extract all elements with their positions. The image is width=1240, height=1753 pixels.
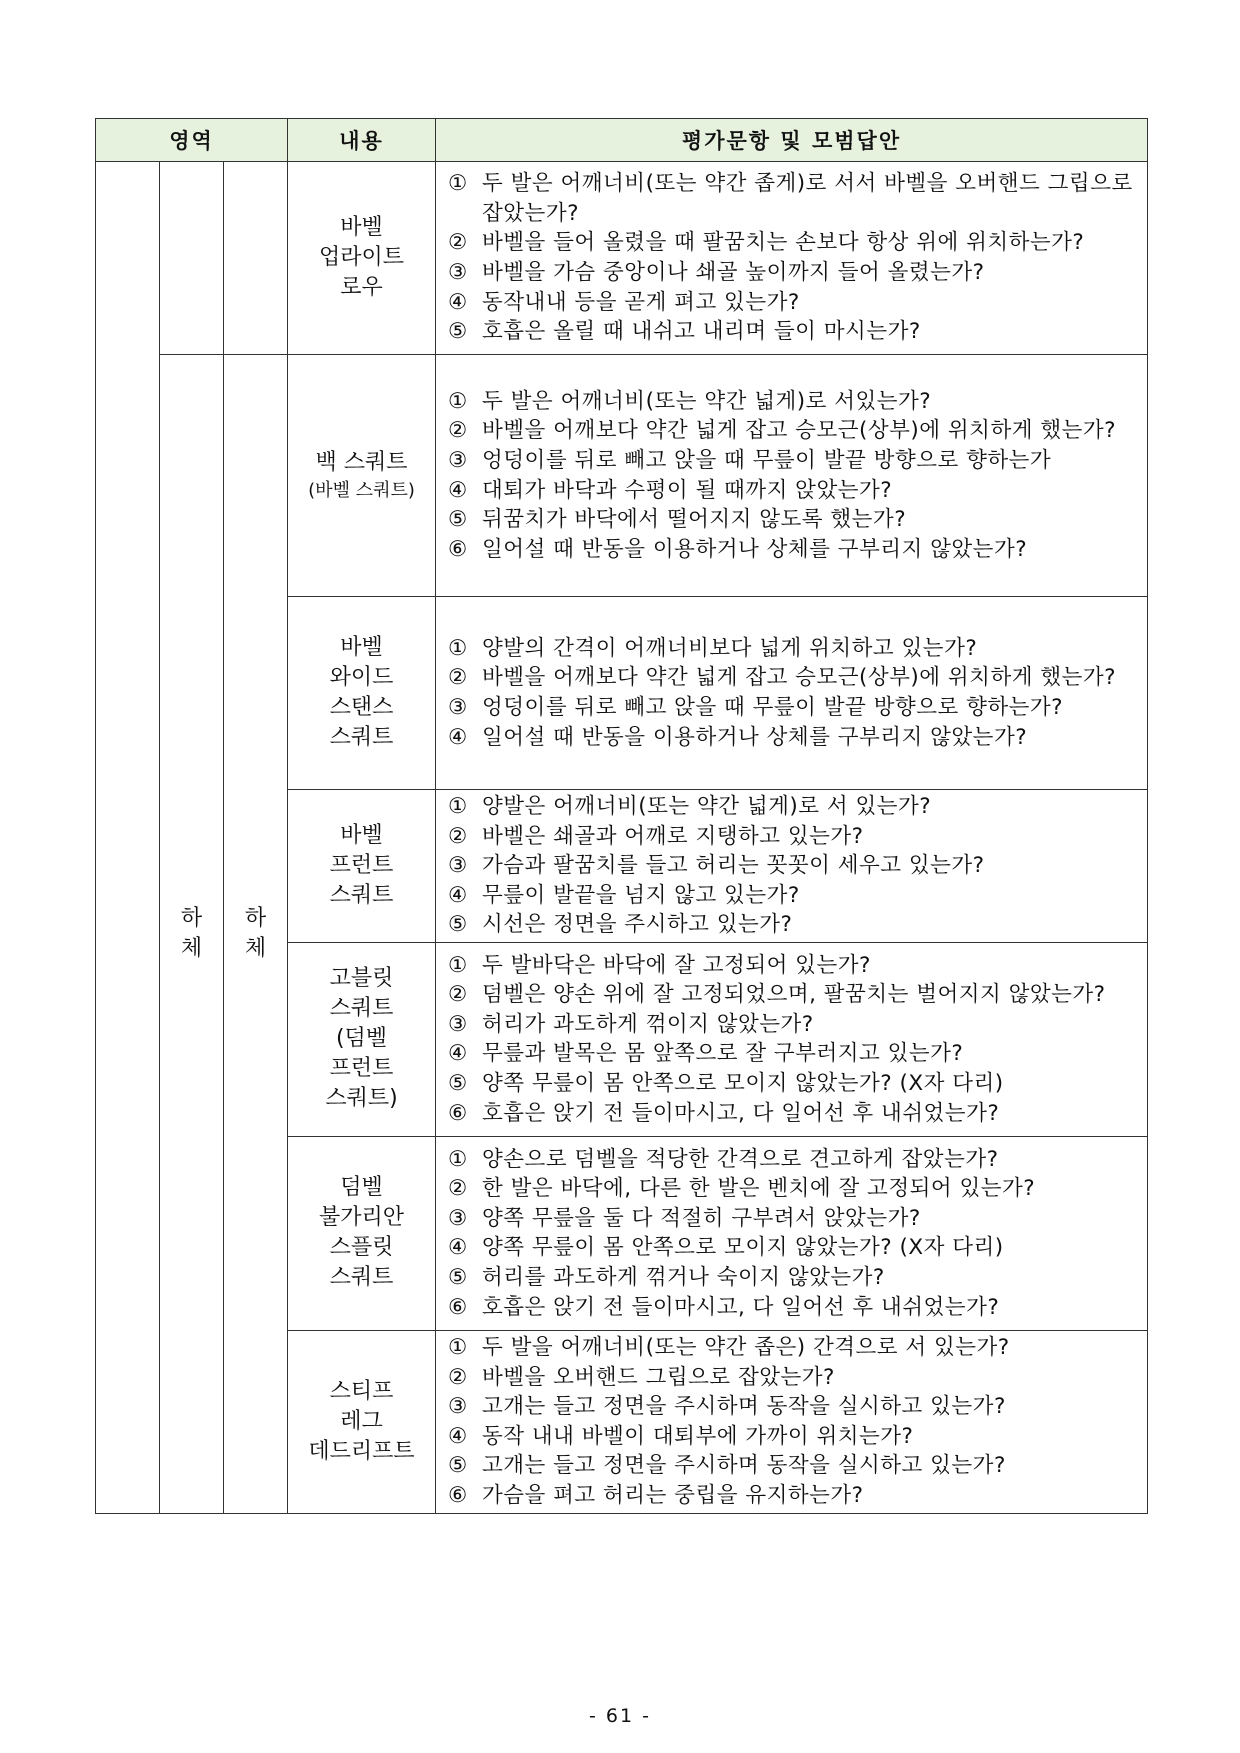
item-text: 일어설 때 반동을 이용하거나 상체를 구부리지 않았는가?	[482, 536, 1028, 562]
evaluation-items-cell	[436, 355, 1148, 597]
evaluation-item	[448, 317, 1137, 347]
item-number: ⑤	[448, 912, 468, 938]
item-number: ④	[448, 1041, 468, 1067]
exercise-name: 덤벨 불가리안 스플릿 스쿼트	[319, 1175, 405, 1291]
evaluation-item	[448, 634, 1137, 664]
item-text: 일어설 때 반동을 이용하거나 상체를 구부리지 않았는가?	[482, 724, 1028, 750]
evaluation-item	[448, 851, 1137, 881]
item-text: 고개는 들고 정면을 주시하며 동작을 실시하고 있는가?	[482, 1453, 1006, 1479]
item-number: ⑥	[448, 536, 468, 562]
item-number: ⑥	[448, 1482, 468, 1508]
item-text: 허리를 과도하게 꺾거나 숙이지 않았는가?	[482, 1265, 885, 1291]
item-number: ③	[448, 447, 468, 473]
evaluation-item	[448, 1204, 1137, 1234]
item-text: 허리가 과도하게 꺾이지 않았는가?	[482, 1011, 814, 1037]
item-number: ④	[448, 1235, 468, 1261]
evaluation-item	[448, 446, 1137, 476]
item-number: ⑥	[448, 1294, 468, 1320]
item-text: 엉덩이를 뒤로 빼고 앉을 때 무릎이 발끝 방향으로 향하는가?	[482, 695, 1064, 720]
item-number: ①	[448, 388, 468, 414]
area-level1-cell	[96, 162, 160, 1514]
evaluation-item	[448, 505, 1137, 535]
item-number: ③	[448, 1205, 468, 1231]
item-number: ③	[448, 1011, 468, 1037]
exercise-name: 바벨 업라이트 로우	[319, 215, 405, 300]
evaluation-item	[448, 881, 1137, 911]
item-text: 두 발은 어깨너비(또는 약간 넓게)로 서있는가?	[482, 388, 932, 414]
evaluation-item-list	[448, 1145, 1137, 1323]
evaluation-item	[448, 476, 1137, 506]
header-area: 영역	[96, 119, 288, 162]
item-number: ⑤	[448, 319, 468, 345]
item-text: 바벨을 어깨보다 약간 넓게 잡고 승모근(상부)에 위치하게 했는가?	[482, 665, 1117, 691]
item-text: 바벨을 어깨보다 약간 넓게 잡고 승모근(상부)에 위치하게 했는가?	[482, 418, 1117, 444]
evaluation-item	[448, 416, 1137, 446]
item-text: 양쪽 무릎이 몸 안쪽으로 모이지 않았는가? (X자 다리)	[482, 1071, 1004, 1097]
evaluation-item	[448, 1293, 1137, 1323]
evaluation-items-cell	[436, 942, 1148, 1136]
item-text: 가슴과 팔꿈치를 들고 허리는 꼿꼿이 세우고 있는가?	[482, 853, 985, 879]
item-text: 무릎이 발끝을 넘지 않고 있는가?	[482, 882, 800, 908]
item-text: 양발은 어깨너비(또는 약간 넓게)로 서 있는가?	[482, 794, 932, 819]
evaluation-item	[448, 1174, 1137, 1204]
evaluation-item-list	[448, 1333, 1137, 1511]
item-number: ⑥	[448, 1100, 468, 1126]
evaluation-table	[95, 118, 1148, 1514]
evaluation-items-cell	[436, 597, 1148, 790]
item-text: 호흡은 앉기 전 들이마시고, 다 일어선 후 내쉬었는가?	[482, 1294, 1000, 1320]
table-body	[96, 162, 1148, 1514]
item-text: 바벨을 오버핸드 그립으로 잡았는가?	[482, 1364, 835, 1390]
evaluation-items-cell	[436, 790, 1148, 943]
table-row	[96, 162, 1148, 355]
item-text: 두 발을 어깨너비(또는 약간 좁은) 간격으로 서 있는가?	[482, 1334, 1010, 1360]
item-text: 무릎과 발목은 몸 앞쪽으로 잘 구부러지고 있는가?	[482, 1041, 964, 1067]
evaluation-item	[448, 951, 1137, 981]
evaluation-item	[448, 693, 1137, 723]
item-text: 가슴을 펴고 허리는 중립을 유지하는가?	[482, 1482, 864, 1508]
exercise-name: 백 스쿼트	[315, 449, 408, 475]
item-text: 두 발바닥은 바닥에 잘 고정되어 있는가?	[482, 952, 871, 978]
item-text: 양손으로 덤벨을 적당한 간격으로 견고하게 잡았는가?	[482, 1146, 999, 1172]
item-number: ②	[448, 665, 468, 691]
item-number: ③	[448, 1394, 468, 1420]
table-row	[96, 355, 1148, 597]
evaluation-item	[448, 1099, 1137, 1129]
item-number: ①	[448, 794, 468, 819]
exercise-name: 바벨 와이드 스탠스 스쿼트	[329, 635, 394, 750]
item-text: 덤벨은 양손 위에 잘 고정되었으며, 팔꿈치는 벌어지지 않았는가?	[482, 982, 1106, 1008]
item-number: ②	[448, 418, 468, 444]
item-number: ④	[448, 724, 468, 750]
evaluation-items-cell	[436, 162, 1148, 355]
evaluation-item	[448, 1263, 1137, 1293]
exercise-name-cell	[288, 162, 436, 355]
evaluation-items-cell	[436, 1136, 1148, 1330]
evaluation-item	[448, 723, 1137, 753]
item-number: ③	[448, 853, 468, 879]
item-text: 호흡은 앉기 전 들이마시고, 다 일어선 후 내쉬었는가?	[482, 1100, 1000, 1126]
item-text: 대퇴가 바닥과 수평이 될 때까지 앉았는가?	[482, 477, 893, 503]
evaluation-item	[448, 169, 1137, 228]
item-text: 양발의 간격이 어깨너비보다 넓게 위치하고 있는가?	[482, 635, 978, 661]
exercise-name-cell	[288, 597, 436, 790]
evaluation-item-list	[448, 634, 1137, 752]
item-text: 바벨은 쇄골과 어깨로 지탱하고 있는가?	[482, 823, 864, 849]
area-level3-label: 하 체	[244, 905, 267, 961]
evaluation-item	[448, 1481, 1137, 1511]
item-number: ①	[448, 1334, 468, 1360]
item-number: ②	[448, 1364, 468, 1390]
evaluation-item-list	[448, 169, 1137, 347]
item-text: 한 발은 바닥에, 다른 한 발은 벤치에 잘 고정되어 있는가?	[482, 1176, 1036, 1202]
item-number: ②	[448, 230, 468, 256]
item-text: 뒤꿈치가 바닥에서 떨어지지 않도록 했는가?	[482, 507, 907, 533]
item-text: 엉덩이를 뒤로 빼고 앉을 때 무릎이 발끝 방향으로 향하는가	[482, 447, 1052, 473]
exercise-name-cell	[288, 942, 436, 1136]
exercise-name: 고블릿 스쿼트 (덤벨 프런트 스쿼트)	[325, 966, 398, 1112]
evaluation-items-cell	[436, 1330, 1148, 1513]
area-level3-cell	[224, 355, 288, 1514]
area-level3-cell-empty	[224, 162, 288, 355]
item-number: ④	[448, 1423, 468, 1449]
item-text: 양쪽 무릎을 둘 다 적절히 구부려서 앉았는가?	[482, 1205, 921, 1231]
item-number: ①	[448, 1146, 468, 1172]
header-row	[96, 119, 1148, 162]
exercise-name-cell	[288, 790, 436, 943]
item-number: ⑤	[448, 1453, 468, 1479]
evaluation-item	[448, 258, 1137, 288]
evaluation-item	[448, 1039, 1137, 1069]
area-level2-label: 하 체	[180, 905, 203, 961]
evaluation-item	[448, 1333, 1137, 1363]
item-number: ⑤	[448, 507, 468, 533]
item-number: ④	[448, 882, 468, 908]
evaluation-item	[448, 288, 1137, 318]
item-text: 고개는 들고 정면을 주시하며 동작을 실시하고 있는가?	[482, 1394, 1006, 1420]
evaluation-item-list	[448, 951, 1137, 1129]
evaluation-item	[448, 1392, 1137, 1422]
item-text: 시선은 정면을 주시하고 있는가?	[482, 912, 793, 938]
item-number: ③	[448, 260, 468, 285]
item-text: 동작 내내 바벨이 대퇴부에 가까이 위치는가?	[482, 1423, 914, 1449]
item-number: ①	[448, 171, 468, 197]
exercise-name: 바벨 프런트 스쿼트	[329, 822, 394, 908]
item-number: ⑤	[448, 1265, 468, 1291]
exercise-name-cell	[288, 355, 436, 597]
item-text: 동작내내 등을 곧게 펴고 있는가?	[482, 289, 800, 315]
evaluation-item	[448, 228, 1137, 258]
item-number: ②	[448, 1176, 468, 1202]
item-number: ②	[448, 982, 468, 1008]
evaluation-item	[448, 980, 1137, 1010]
exercise-name-cell	[288, 1136, 436, 1330]
evaluation-item	[448, 792, 1137, 822]
evaluation-item	[448, 663, 1137, 693]
evaluation-item	[448, 1363, 1137, 1393]
exercise-name: 스티프 레그 데드리프트	[308, 1378, 415, 1464]
evaluation-item-list	[448, 387, 1137, 565]
exercise-name-sub: (바벨 스쿼트)	[308, 479, 415, 501]
item-number: ②	[448, 823, 468, 849]
area-level2-cell	[160, 355, 224, 1514]
item-number: ④	[448, 477, 468, 503]
page-number: - 61 -	[589, 1705, 651, 1727]
evaluation-item	[448, 1069, 1137, 1099]
header-items: 평가문항 및 모범답안	[436, 119, 1148, 162]
item-text: 바벨을 가슴 중앙이나 쇄골 높이까지 들어 올렸는가?	[482, 260, 985, 285]
item-text: 두 발은 어깨너비(또는 약간 좁게)로 서서 바벨을 오버핸드 그립으로 잡았는가?	[482, 171, 1133, 226]
evaluation-item	[448, 822, 1137, 852]
item-number: ①	[448, 952, 468, 978]
area-level2-cell-empty	[160, 162, 224, 355]
item-text: 양쪽 무릎이 몸 안쪽으로 모이지 않았는가? (X자 다리)	[482, 1235, 1004, 1261]
header-content: 내용	[288, 119, 436, 162]
evaluation-item	[448, 535, 1137, 565]
evaluation-item	[448, 1422, 1137, 1452]
item-number: ④	[448, 289, 468, 315]
evaluation-item	[448, 1233, 1137, 1263]
evaluation-item	[448, 387, 1137, 417]
evaluation-item	[448, 1145, 1137, 1175]
evaluation-item	[448, 1010, 1137, 1040]
evaluation-item	[448, 910, 1137, 940]
item-text: 바벨을 들어 올렸을 때 팔꿈치는 손보다 항상 위에 위치하는가?	[482, 230, 1085, 256]
item-number: ⑤	[448, 1071, 468, 1097]
evaluation-item	[448, 1451, 1137, 1481]
item-number: ①	[448, 635, 468, 661]
evaluation-item-list	[448, 792, 1137, 940]
exercise-name-cell	[288, 1330, 436, 1513]
item-number: ③	[448, 695, 468, 720]
item-text: 호흡은 올릴 때 내쉬고 내리며 들이 마시는가?	[482, 319, 921, 345]
